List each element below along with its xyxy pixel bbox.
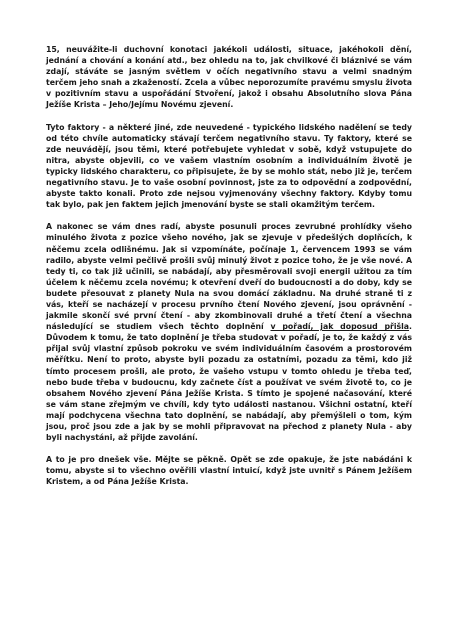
- paragraph-prohlidka-start: A nakonec se vám dnes radí, abyste posunuli proces zevrubné prohlídky všeho minulého života z pozice všeho nového, jak se zjevuje v předešlých doplňcích, k něčemu zcela odlišnému. Jak si vzpomínáte, počínaje 1, červencem 1993 se vám radilo, abyste velmi pečlivě prošli svůj minulý život z pozice toho, že je vše nové. A tedy ti, co tak již učinili, se nabádají, aby přesměrovali svoji energii užitou za tím účelem k něčemu zcela novému; k otevření dveří do budoucnosti a do doby, kdy se budete přesouvat z planety Nula na svou domácí základnu. Na druhé straně ti z vás, kteří se nacházejí v procesu prvního čtení Nového zjevení, jsou oprávnění - jakmile skončí své první čtení - aby zkombinovali druhé a třetí čtení a všechna následující se studiem všech těchto doplnění: [46, 222, 412, 332]
- paragraph-conclusion-point-15: 15, neuvážite-li duchovní konotaci jakékoli události, situace, jakéhokoli dění, jednání a chování a konání atd., bez ohledu na to, jak chvilkové či bláznivé se vám zdají, stáváte se jasným světlem v očích negativního stavu a velmi snadným terčem jeho snah a zkažeností. Zcela a vůbec neporozumíte pravému smyslu života v pozitivním stavu a uspořádání Stvoření, jakož i obsahu Absolutního slova Pána Ježíše Krista – Jeho/Jejímu Novému zjevení.: [46, 45, 412, 110]
- paragraph-faktory: Tyto faktory - a některé jiné, zde neuvedené - typického lidského nadělení se tedy od této chvíle automaticky stávají terčem negativního stavu. Ty faktory, které se zde neuvádějí, jsou těmi, které potřebujete vyhledat v sobě, když vstupujete do nitra, abyste objevili, co ve vašem vlastním osobním a individuálním životě je typicky lidského charakteru, co připisujete, že by se mohlo stát, nebo již je, terčem negativního stavu. Je to vaše osobní povinnost, jste za to odpovědní a zodpovědní, abyste takto konali. Proto zde nejsou vyjmenovány všechny faktory. Kdyby tomu tak bylo, pak jen faktem jejich jmenování byste se stali okamžitým terčem.: [46, 122, 412, 210]
- paragraph-closing: A to je pro dnešek vše. Mějte se pěkně. Opět se zde opakuje, že jste nabádáni k tomu, abyste si to všechno ověřili vlastní intuicí, když jste uvnitř s Pánem Ježíšem Kristem, a od Pána Ježíše Krista.: [46, 455, 412, 487]
- paragraph-prohlidka-end: . Důvodem k tomu, že tato doplnění je třeba studovat v pořadí, je to, že každý z vás přijal svůj vlastní způsob pokroku ve svém individuálním časovém a prostorovém měřítku. Není to proto, abyste byli pozadu za ostatními, pozadu za těmi, kdo již tímto procesem prošli, ale proto, že vašeho vstupu v tomto ohledu je třeba teď, nebo bude třeba v budoucnu, kdy začnete číst a používat ve svém životě to, co je obsahem Nového zjevení Pána Ježíše Krista. S tímto je spojené načasování, které se vám stane zřejmým ve chvíli, kdy tyto události nastanou. Všichni ostatní, kteří mají podchycena všechna tato doplnění, se nabádají, aby přemýšleli o tom, kým jsou, proč jsou zde a jak by se mohli připravovat na přechod z planety Nula - aby byli nachystáni, až přijde zavolání.: [46, 322, 412, 443]
- paragraph-prohlidka: [46, 221, 412, 443]
- underlined-phrase: v pořadí, jak doposud přišla: [270, 322, 410, 332]
